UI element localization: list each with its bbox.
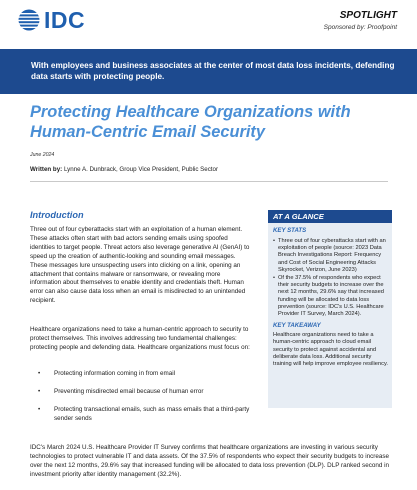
bullet-icon: • <box>273 275 275 282</box>
byline-author: Lynne A. Dunbrack, Group Vice President, Public Sector <box>63 166 219 173</box>
intro-paragraph-1: Three out of four cyberattacks start with an exploitation of a human element. These attacks often start with bad actors sending emails using spoofed identities to target people. Threat actors also leverage generative AI (GenAI) to speed up the creation of authentic-looking and sounding email messages. These messages lure unsuspecting users into clicking on a link, opening an attachment that contains malware or ransomware, or revealing more information about themselves to enable identity and credentials theft. Human error can also cause data loss when an email is misdirected to an unintended recipient. <box>30 226 250 305</box>
list-item-text: Preventing misdirected email because of human error <box>54 387 204 395</box>
bullet-icon: • <box>38 370 41 377</box>
byline <box>30 166 218 173</box>
page-title: Protecting Healthcare Organizations with Human-Centric Email Security <box>30 103 351 141</box>
idc-logo <box>18 9 85 31</box>
bullet-icon: • <box>38 405 41 413</box>
list-item-text: Three out of four cyberattacks start with an exploitation of people (source: 2023 Data Breach Investigations Report: Frequency and Cost of Social Engineering Attacks Skyrocket, Verizon, June 2023) <box>278 238 386 273</box>
list-item <box>30 406 270 424</box>
publication-date: June 2024 <box>30 152 55 158</box>
globe-icon <box>18 9 40 31</box>
logo-text: IDC <box>44 7 86 33</box>
spotlight-label: SPOTLIGHT <box>339 10 397 21</box>
list-item-text: Protecting information coming in from email <box>54 370 176 377</box>
list-item <box>30 388 270 397</box>
introduction-heading: Introduction <box>30 210 84 220</box>
list-item-text: Protecting transactional emails, such as mass emails that a third-party sender sends <box>54 405 250 422</box>
at-a-glance-sidebar <box>268 210 392 408</box>
banner-text: With employees and business associates at the center of most data loss incidents, defending data starts with protecting people. <box>31 61 395 81</box>
list-item <box>30 370 270 379</box>
key-takeaway-label: KEY TAKEAWAY <box>273 322 321 330</box>
list-item <box>273 238 389 274</box>
bullet-icon: • <box>273 238 275 244</box>
list-item-text: Of the 37.5% of respondents who expect their security budgets to increase over the next 12 months, 29.6% say that increased funding will be allocated to data loss prevention (source: IDC's U.S. Healthcare Provider IT Survey, March 2024). <box>278 275 384 318</box>
key-takeaway-text: Healthcare organizations need to take a human-centric approach to cloud email security to protect against accidental and deliberate data loss. Additional security training will help improve employee resiliency. <box>273 332 388 368</box>
survey-paragraph: IDC's March 2024 U.S. Healthcare Provider IT Survey confirms that healthcare organizations are investing in various security technologies to protect vulnerable IT and data assets. Of the 37.5% of respondents who expect their security budgets to increase over the next 12 months, 29.6% say that increased funding will be allocated to data loss prevention (DLP). DLP ranked second in investment priority after identity management (32.2%). <box>30 444 390 478</box>
summary-banner <box>0 49 417 94</box>
focus-list <box>30 370 270 433</box>
sponsor-label: Sponsored by: Proofpoint <box>323 24 397 31</box>
key-stats-label: KEY STATS <box>273 227 307 234</box>
list-item <box>273 275 389 318</box>
sidebar-heading: AT A GLANCE <box>268 210 392 223</box>
page-header <box>0 0 417 48</box>
divider <box>30 181 388 182</box>
byline-label: Written by: <box>30 166 63 173</box>
intro-paragraph-2: Healthcare organizations need to take a human-centric approach to security to protect themselves. This involves addressing two fundamental challenges: protecting people and defending data. Healthcare organizations must focus on: <box>30 326 250 351</box>
key-stats-list <box>268 238 392 318</box>
bullet-icon: • <box>38 387 41 395</box>
